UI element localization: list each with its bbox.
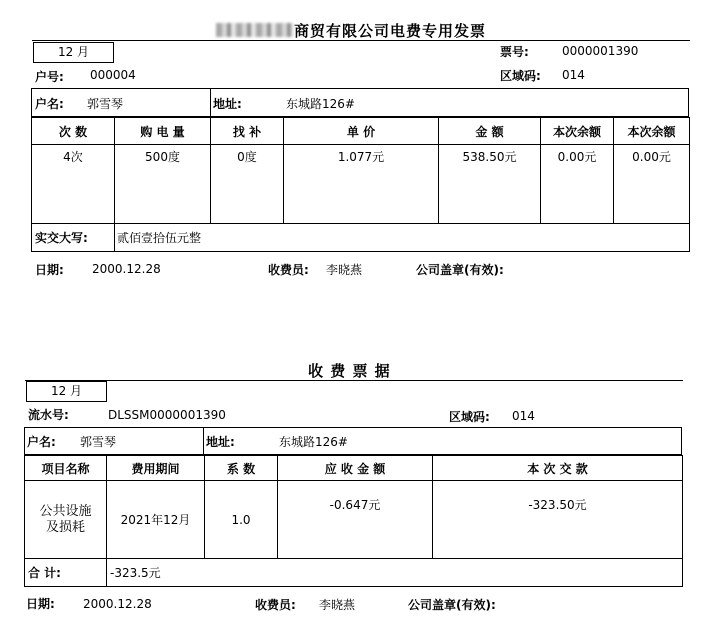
receipt-seal-label: 公司盖章(有效): xyxy=(408,598,496,612)
invoice-cell-unit-price: 1.077元 xyxy=(284,145,439,224)
invoice-title-text: 商贸有限公司电费专用发票 xyxy=(294,22,487,40)
receipt-cell-receivable: -0.647元 xyxy=(278,481,433,559)
invoice-account-label: 户号: xyxy=(35,70,64,84)
receipt-customer-divider xyxy=(203,427,204,455)
invoice-address: 东城路126# xyxy=(286,97,355,111)
invoice-cell-count: 4次 xyxy=(32,145,115,224)
invoice-uppercase-row xyxy=(32,224,690,252)
receipt-collector-label: 收费员: xyxy=(255,598,296,612)
invoice-account-no: 000004 xyxy=(90,68,136,82)
receipt-region-code: 014 xyxy=(512,409,535,423)
receipt-title-rule xyxy=(25,380,683,381)
receipt-total-label: 合 计: xyxy=(25,559,107,587)
invoice-cell-quantity: 500度 xyxy=(115,145,211,224)
invoice-customer-divider xyxy=(210,88,211,117)
invoice-uppercase-amount: 贰佰壹拾伍元整 xyxy=(115,224,690,252)
invoice-address-label: 地址: xyxy=(213,97,242,111)
receipt-address: 东城路126# xyxy=(279,435,348,449)
receipt-header-period: 费用期间 xyxy=(107,456,205,481)
receipt-data-row xyxy=(25,481,683,559)
receipt-total: -323.5元 xyxy=(107,559,683,587)
invoice-collector: 李晓燕 xyxy=(326,263,363,277)
receipt-collector: 李晓燕 xyxy=(319,598,356,612)
receipt-region-label: 区域码: xyxy=(449,410,490,424)
receipt-serial-label: 流水号: xyxy=(28,408,69,422)
invoice-cell-balance-1: 0.00元 xyxy=(541,145,614,224)
receipt-header-item: 项目名称 xyxy=(25,456,107,481)
receipt-table xyxy=(24,455,683,587)
receipt-name-label: 户名: xyxy=(27,435,56,449)
invoice-month: 12 月 xyxy=(57,45,90,59)
invoice-uppercase-label: 实交大写: xyxy=(32,224,115,252)
receipt-month: 12 月 xyxy=(50,384,83,398)
invoice-region-label: 区域码: xyxy=(500,69,541,83)
receipt-title: 收 费 票 据 xyxy=(308,362,391,380)
invoice-cell-adjust: 0度 xyxy=(211,145,284,224)
invoice-region-code: 014 xyxy=(562,68,585,82)
receipt-header-row xyxy=(25,456,683,481)
invoice-title-rule xyxy=(32,40,690,41)
invoice-collector-label: 收费员: xyxy=(268,263,309,277)
receipt-cell-item xyxy=(25,481,107,559)
invoice-header-amount: 金 额 xyxy=(439,118,541,145)
invoice-customer-name: 郭雪琴 xyxy=(87,97,124,111)
receipt-date: 2000.12.28 xyxy=(83,597,152,611)
invoice-cell-amount: 538.50元 xyxy=(439,145,541,224)
invoice-header-adjust: 找 补 xyxy=(211,118,284,145)
invoice-table xyxy=(31,117,690,252)
invoice-month-box xyxy=(33,42,114,63)
receipt-month-box xyxy=(26,381,107,402)
receipt-cell-coefficient: 1.0 xyxy=(205,481,278,559)
invoice-header-quantity: 购 电 量 xyxy=(115,118,211,145)
invoice-ticket-no: 0000001390 xyxy=(562,44,639,58)
receipt-address-label: 地址: xyxy=(206,435,235,449)
invoice-header-unit-price: 单 价 xyxy=(284,118,439,145)
receipt-date-label: 日期: xyxy=(26,597,55,611)
receipt-item-line2: 及损耗 xyxy=(45,519,85,535)
receipt-header-receivable: 应 收 金 额 xyxy=(278,456,433,481)
receipt-serial-no: DLSSM0000001390 xyxy=(108,408,226,422)
invoice-header-balance-2: 本次余额 xyxy=(614,118,690,145)
receipt-cell-period: 2021年12月 xyxy=(107,481,205,559)
invoice-customer-row xyxy=(31,88,689,117)
receipt-customer-name: 郭雪琴 xyxy=(80,435,117,449)
receipt-total-row xyxy=(25,559,683,587)
invoice-header-balance-1: 本次余额 xyxy=(541,118,614,145)
receipt-cell-payment: -323.50元 xyxy=(433,481,683,559)
receipt-header-coefficient: 系 数 xyxy=(205,456,278,481)
receipt-header-payment: 本 次 交 款 xyxy=(433,456,683,481)
invoice-date-label: 日期: xyxy=(35,263,64,277)
invoice-header-count: 次 数 xyxy=(32,118,115,145)
invoice-name-label: 户名: xyxy=(35,97,64,111)
receipt-item-line1: 公共设施 xyxy=(39,503,92,519)
invoice-title xyxy=(216,20,486,41)
invoice-seal-label: 公司盖章(有效): xyxy=(416,263,504,277)
invoice-date: 2000.12.28 xyxy=(92,262,161,276)
invoice-header-row xyxy=(32,118,690,145)
receipt-customer-row xyxy=(24,427,682,455)
redacted-company-name xyxy=(216,23,294,37)
invoice-cell-balance-2: 0.00元 xyxy=(614,145,690,224)
invoice-data-row xyxy=(32,145,690,224)
invoice-ticket-no-label: 票号: xyxy=(500,45,529,59)
